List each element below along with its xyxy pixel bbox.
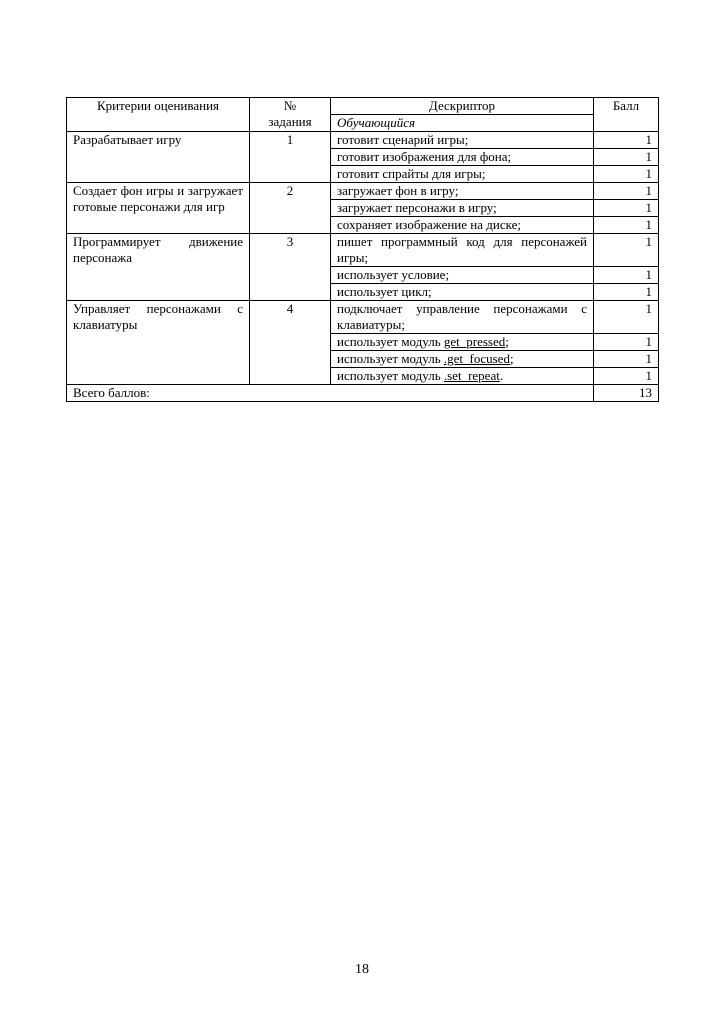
descriptor-punctuation: . xyxy=(499,368,504,383)
descriptor-text: готовит спрайты для игры; xyxy=(337,166,486,181)
table-row xyxy=(67,301,659,334)
descriptor-cell xyxy=(331,334,594,351)
score-cell: 1 xyxy=(594,334,659,351)
descriptor-text: загружает фон в игру; xyxy=(337,183,459,198)
score-cell: 1 xyxy=(594,217,659,234)
descriptor-text: подключает управление персонажами с клавиатуры; xyxy=(337,301,587,332)
descriptor-cell xyxy=(331,301,594,334)
descriptor-text: использует цикл; xyxy=(337,284,432,299)
descriptor-cell xyxy=(331,284,594,301)
score-cell: 1 xyxy=(594,234,659,267)
table-row xyxy=(67,183,659,200)
header-number-label: задания xyxy=(268,114,312,129)
module-name: .set_repeat xyxy=(443,368,500,383)
criterion-cell: Создает фон игры и загружает готовые персонажи для игр xyxy=(67,183,250,234)
total-score: 13 xyxy=(594,385,659,402)
module-name: .get_focused xyxy=(443,351,510,366)
descriptor-cell xyxy=(331,368,594,385)
table-body xyxy=(67,132,659,385)
score-cell: 1 xyxy=(594,132,659,149)
total-label: Всего баллов: xyxy=(67,385,594,402)
assessment-table xyxy=(66,97,659,402)
score-cell: 1 xyxy=(594,267,659,284)
header-descriptor: Дескриптор xyxy=(331,98,594,115)
header-row xyxy=(67,98,659,115)
score-cell: 1 xyxy=(594,351,659,368)
score-cell: 1 xyxy=(594,368,659,385)
descriptor-punctuation: ; xyxy=(505,334,509,349)
descriptor-text: использует модуль xyxy=(337,351,444,366)
header-number-sign: № xyxy=(283,98,297,113)
table-row xyxy=(67,132,659,149)
descriptor-text: использует условие; xyxy=(337,267,450,282)
header-score: Балл xyxy=(594,98,659,132)
descriptor-punctuation: ; xyxy=(509,351,514,366)
page-number: 18 xyxy=(355,962,369,977)
module-name: get_pressed xyxy=(443,334,506,349)
descriptor-text: готовит сценарий игры; xyxy=(337,132,469,147)
score-cell: 1 xyxy=(594,200,659,217)
descriptor-cell xyxy=(331,217,594,234)
descriptor-text: пишет программный код для персонажей игры; xyxy=(337,234,587,265)
descriptor-text: загружает персонажи в игру; xyxy=(337,200,497,215)
header-learner: Обучающийся xyxy=(331,115,594,132)
total-row xyxy=(67,385,659,402)
task-number-cell: 3 xyxy=(250,234,331,301)
descriptor-cell xyxy=(331,267,594,284)
descriptor-cell xyxy=(331,149,594,166)
score-cell: 1 xyxy=(594,166,659,183)
score-cell: 1 xyxy=(594,183,659,200)
task-number-cell: 2 xyxy=(250,183,331,234)
descriptor-text: готовит изображения для фона; xyxy=(337,149,512,164)
task-number-cell: 1 xyxy=(250,132,331,183)
descriptor-text: использует модуль xyxy=(337,368,444,383)
descriptor-cell xyxy=(331,351,594,368)
score-cell: 1 xyxy=(594,149,659,166)
criterion-cell: Разрабатывает игру xyxy=(67,132,250,183)
descriptor-cell xyxy=(331,200,594,217)
header-criteria: Критерии оценивания xyxy=(67,98,250,132)
score-cell: 1 xyxy=(594,284,659,301)
descriptor-text: сохраняет изображение на диске; xyxy=(337,217,521,232)
descriptor-cell xyxy=(331,132,594,149)
descriptor-cell xyxy=(331,234,594,267)
table-row xyxy=(67,234,659,267)
header-task-number xyxy=(250,98,331,132)
score-cell: 1 xyxy=(594,301,659,334)
criterion-cell: Программирует движение персонажа xyxy=(67,234,250,301)
descriptor-cell xyxy=(331,183,594,200)
descriptor-cell xyxy=(331,166,594,183)
task-number-cell: 4 xyxy=(250,301,331,385)
descriptor-text: использует модуль xyxy=(337,334,444,349)
criterion-cell: Управляет персонажами с клавиатуры xyxy=(67,301,250,385)
